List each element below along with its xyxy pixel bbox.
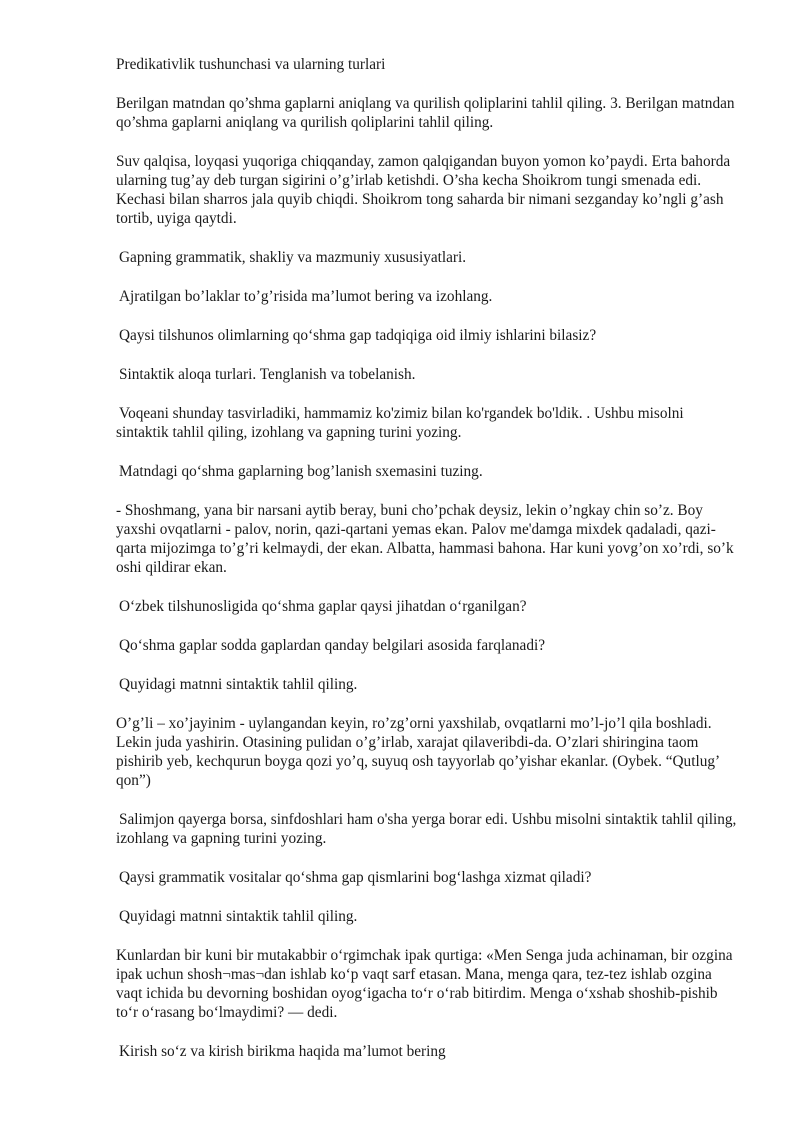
- paragraph-4: Ajratilgan bo’laklar to’g’risida ma’lumot bering va izohlang.: [119, 288, 493, 305]
- paragraph-15: Qaysi grammatik vositalar qo‘shma gap qismlarini bog‘lashga xizmat qiladi?: [119, 869, 592, 886]
- paragraph-11: Qo‘shma gaplar sodda gaplardan qanday belgilari asosida farqlanadi?: [119, 637, 546, 654]
- paragraph-2: Suv qalqisa, loyqasi yuqoriga chiqqanday, zamon qalqigandan buyon yomon ko’paydi. Erta bahorda ularning tug’ay deb turgan sigirini o’g’irlab ketishdi. O’sha kecha Shoikrom tungi smenada edi. Kechasi bilan sharros jala quyib chiqdi. Shoikrom tong saharda bir nimani sezganday ko’ngli g’ash tortib, uyiga qaytdi.: [116, 153, 731, 227]
- paragraph-6: Sintaktik aloqa turlari. Tenglanish va tobelanish.: [119, 366, 416, 383]
- paragraph-16: Quyidagi matnni sintaktik tahlil qiling.: [119, 908, 358, 925]
- paragraph-8: Matndagi qo‘shma gaplarning bog’lanish sxemasini tuzing.: [119, 463, 483, 480]
- paragraph-18: Kirish so‘z va kirish birikma haqida ma’lumot bering: [119, 1043, 446, 1060]
- paragraph-1: Berilgan matndan qo’shma gaplarni aniqlang va qurilish qoliplarini tahlil qiling. 3. Berilgan matndan qo’shma gaplarni aniqlang va qurilish qoliplarini tahlil qiling.: [116, 95, 735, 131]
- paragraph-5: Qaysi tilshunos olimlarning qo‘shma gap tadqiqiga oid ilmiy ishlarini bilasiz?: [119, 327, 597, 344]
- paragraph-12: Quyidagi matnni sintaktik tahlil qiling.: [119, 676, 358, 693]
- paragraph-14: Salimjon qayerga borsa, sinfdoshlari ham o'sha yerga borar edi. Ushbu misolni sintaktik tahlil qiling, izohlang va gapning turini yozing.: [116, 811, 737, 847]
- paragraph-7: Voqeani shunday tasvirladiki, hammamiz ko'zimiz bilan ko'rgandek bo'ldik. . Ushbu misolni sintaktik tahlil qiling, izohlang va gapning turini yozing.: [116, 405, 684, 441]
- paragraph-9: - Shoshmang, yana bir narsani aytib beray, buni cho’pchak deysiz, lekin o’ngkay chin so’z. Boy yaxshi ovqatlarni - palov, norin, qazi-qartani yemas ekan. Palov me'damga mixdek qadaladi, qazi-qarta mijozimga to’g’ri kelmaydi, der ekan. Albatta, hammasi bahona. Har kuni yovg’on xo’rdi, so’k oshi qildirar ekan.: [116, 502, 734, 576]
- document-title: Predikativlik tushunchasi va ularning turlari: [116, 56, 386, 73]
- paragraph-13: O’g’li – xo’jayinim - uylangandan keyin, ro’zg’orni yaxshilab, ovqatlarni mo’l-jo’l qila boshladi. Lekin juda yashirin. Otasining pulidan o’g’irlab, xarajat qilaveribdi-da. O’zlari shiringina taom pishirib yeb, kechqurun boyga qozi yo’q, suyuq osh tayyorlab qo’yishar ekanlar. (Oybek. “Qutlug’ qon”): [116, 715, 719, 789]
- paragraph-10: O‘zbek tilshunosligida qo‘shma gaplar qaysi jihatdan o‘rganilgan?: [119, 598, 527, 615]
- paragraph-17: Kunlardan bir kuni bir mutakabbir o‘rgimchak ipak qurtiga: «Men Senga juda achinaman, bir ozgina ipak uchun shosh¬mas¬dan ishlab ko‘p vaqt sarf etasan. Mana, menga qara, tez-tez ishlab ozgina vaqt ichida bu devorning boshidan oyog‘igacha to‘r o‘rab bitirdim. Menga o‘xshab shoshib-pishib to‘r o‘rasang bo‘lmaydimi? — dedi.: [116, 947, 733, 1021]
- paragraph-3: Gapning grammatik, shakliy va mazmuniy xususiyatlari.: [119, 249, 467, 266]
